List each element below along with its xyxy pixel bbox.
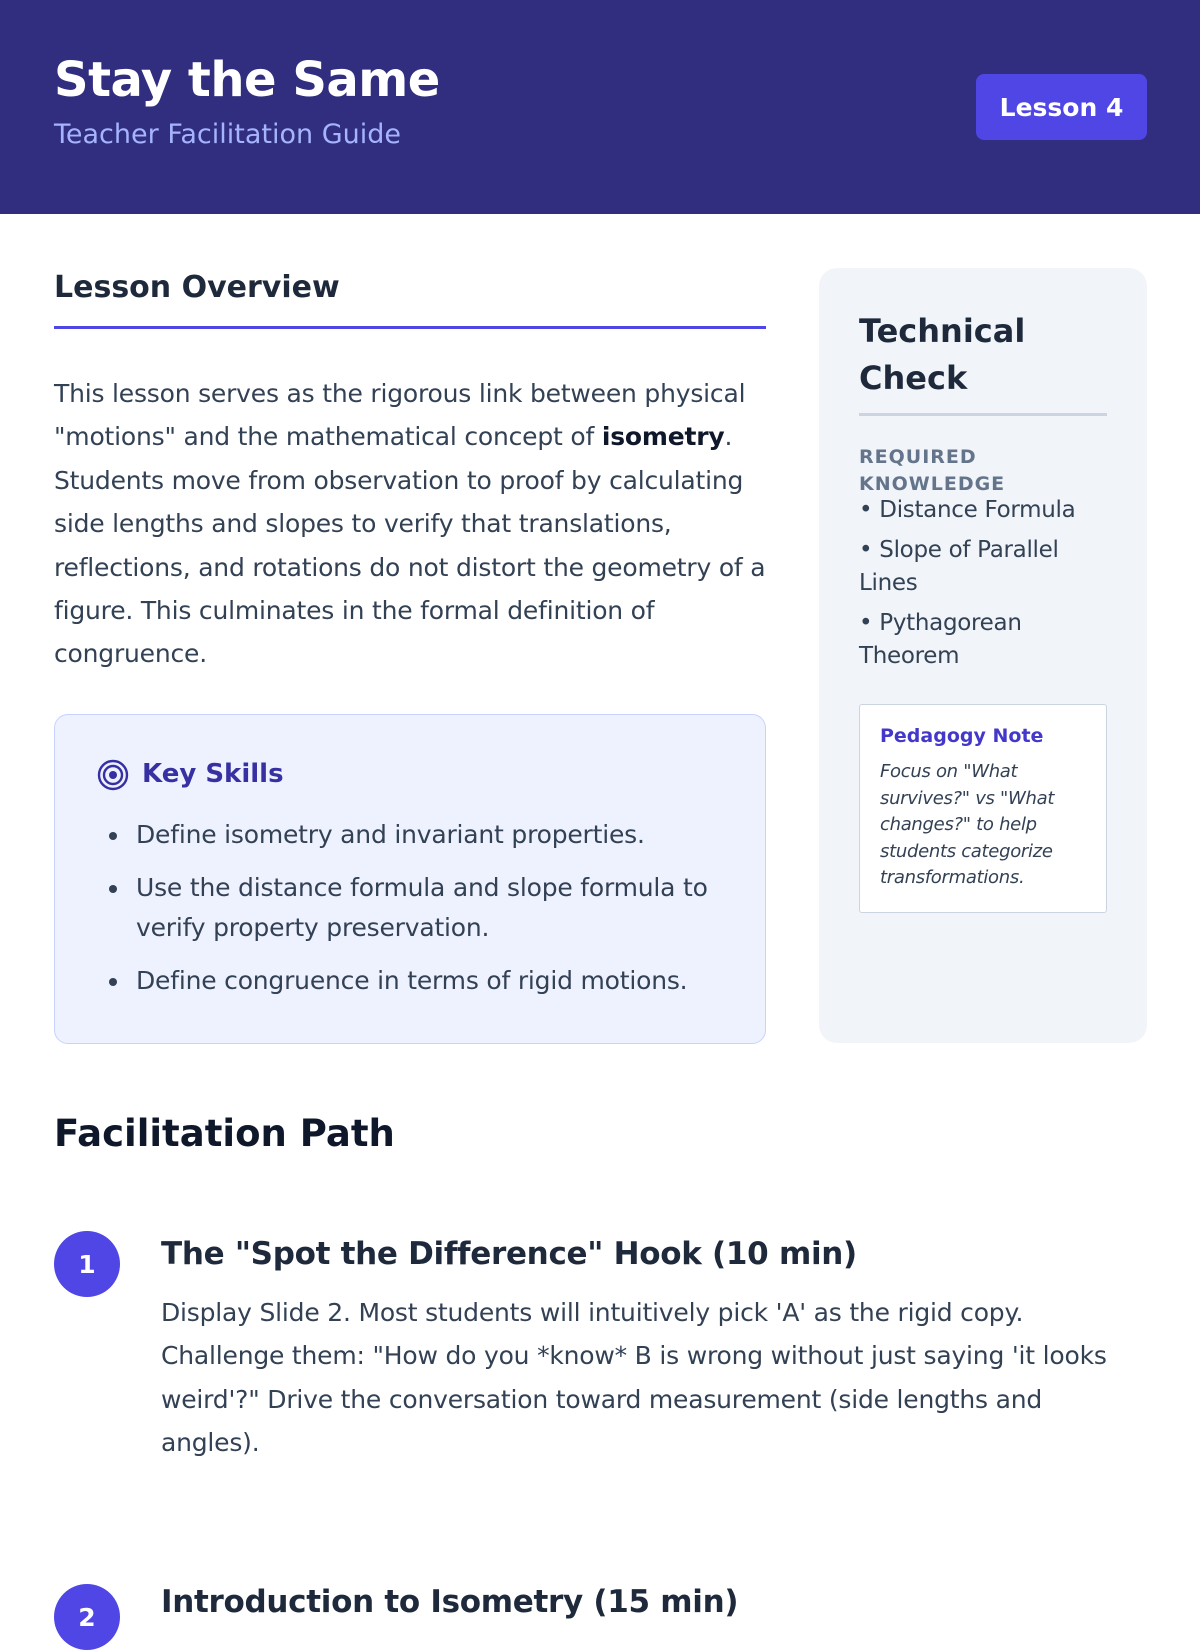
key-skills-list [136,815,736,1014]
facilitation-path-heading: Facilitation Path [54,1112,395,1155]
technical-check-sidebar [819,268,1147,1043]
overview-keyword-isometry: isometry [601,422,725,452]
lesson-overview-text [54,372,766,676]
page-title: Stay the Same [54,52,440,108]
overview-text-part: . Students move from observation to proof by calculating side lengths and slopes to verify that translations, reflections, and rotations do not distort the geometry of a figure. This culminates in the formal definition of congruence. [54,422,766,669]
page-header [0,0,1200,214]
step-title: The "Spot the Difference" Hook (10 min) [161,1236,857,1272]
key-skills-heading: Key Skills [142,759,284,789]
target-icon [97,759,129,791]
list-item: Use the distance formula and slope formula to verify property preservation. [136,868,736,948]
step-title: Introduction to Isometry (15 min) [161,1584,739,1620]
overview-divider [54,326,766,329]
pedagogy-note-title: Pedagogy Note [880,725,1044,747]
overview-text-part: This lesson serves as the rigorous link between physical "motions" and the mathematical concept of [54,379,746,452]
technical-check-heading: Technical Check [859,312,1026,397]
pedagogy-note [859,704,1107,913]
sidebar-divider [859,413,1107,416]
lesson-badge: Lesson 4 [976,74,1147,140]
step-description: Display Slide 2. Most students will intuitively pick 'A' as the rigid copy. Challenge them: "How do you *know* B is wrong without just saying 'it looks weird'?" Drive the conversation toward measurement (side lengths and angles). [161,1298,1107,1458]
list-item: Define congruence in terms of rigid motions. [136,961,736,1001]
page-subtitle: Teacher Facilitation Guide [54,119,401,150]
required-knowledge-list [859,494,1109,680]
required-knowledge-label: REQUIRED KNOWLEDGE [859,446,1006,495]
list-item: • Slope of Parallel Lines [859,537,1059,596]
step-number-badge: 1 [54,1231,120,1297]
list-item: • Distance Formula [859,497,1076,523]
list-item: Define isometry and invariant properties. [136,815,736,855]
list-item: • Pythagorean Theorem [859,610,1022,669]
key-skills-card [54,714,766,1044]
pedagogy-note-text: Focus on "What survives?" vs "What changes?" to help students categorize transformations. [880,761,1055,889]
lesson-overview-heading: Lesson Overview [54,270,340,305]
step-number-badge: 2 [54,1584,120,1650]
